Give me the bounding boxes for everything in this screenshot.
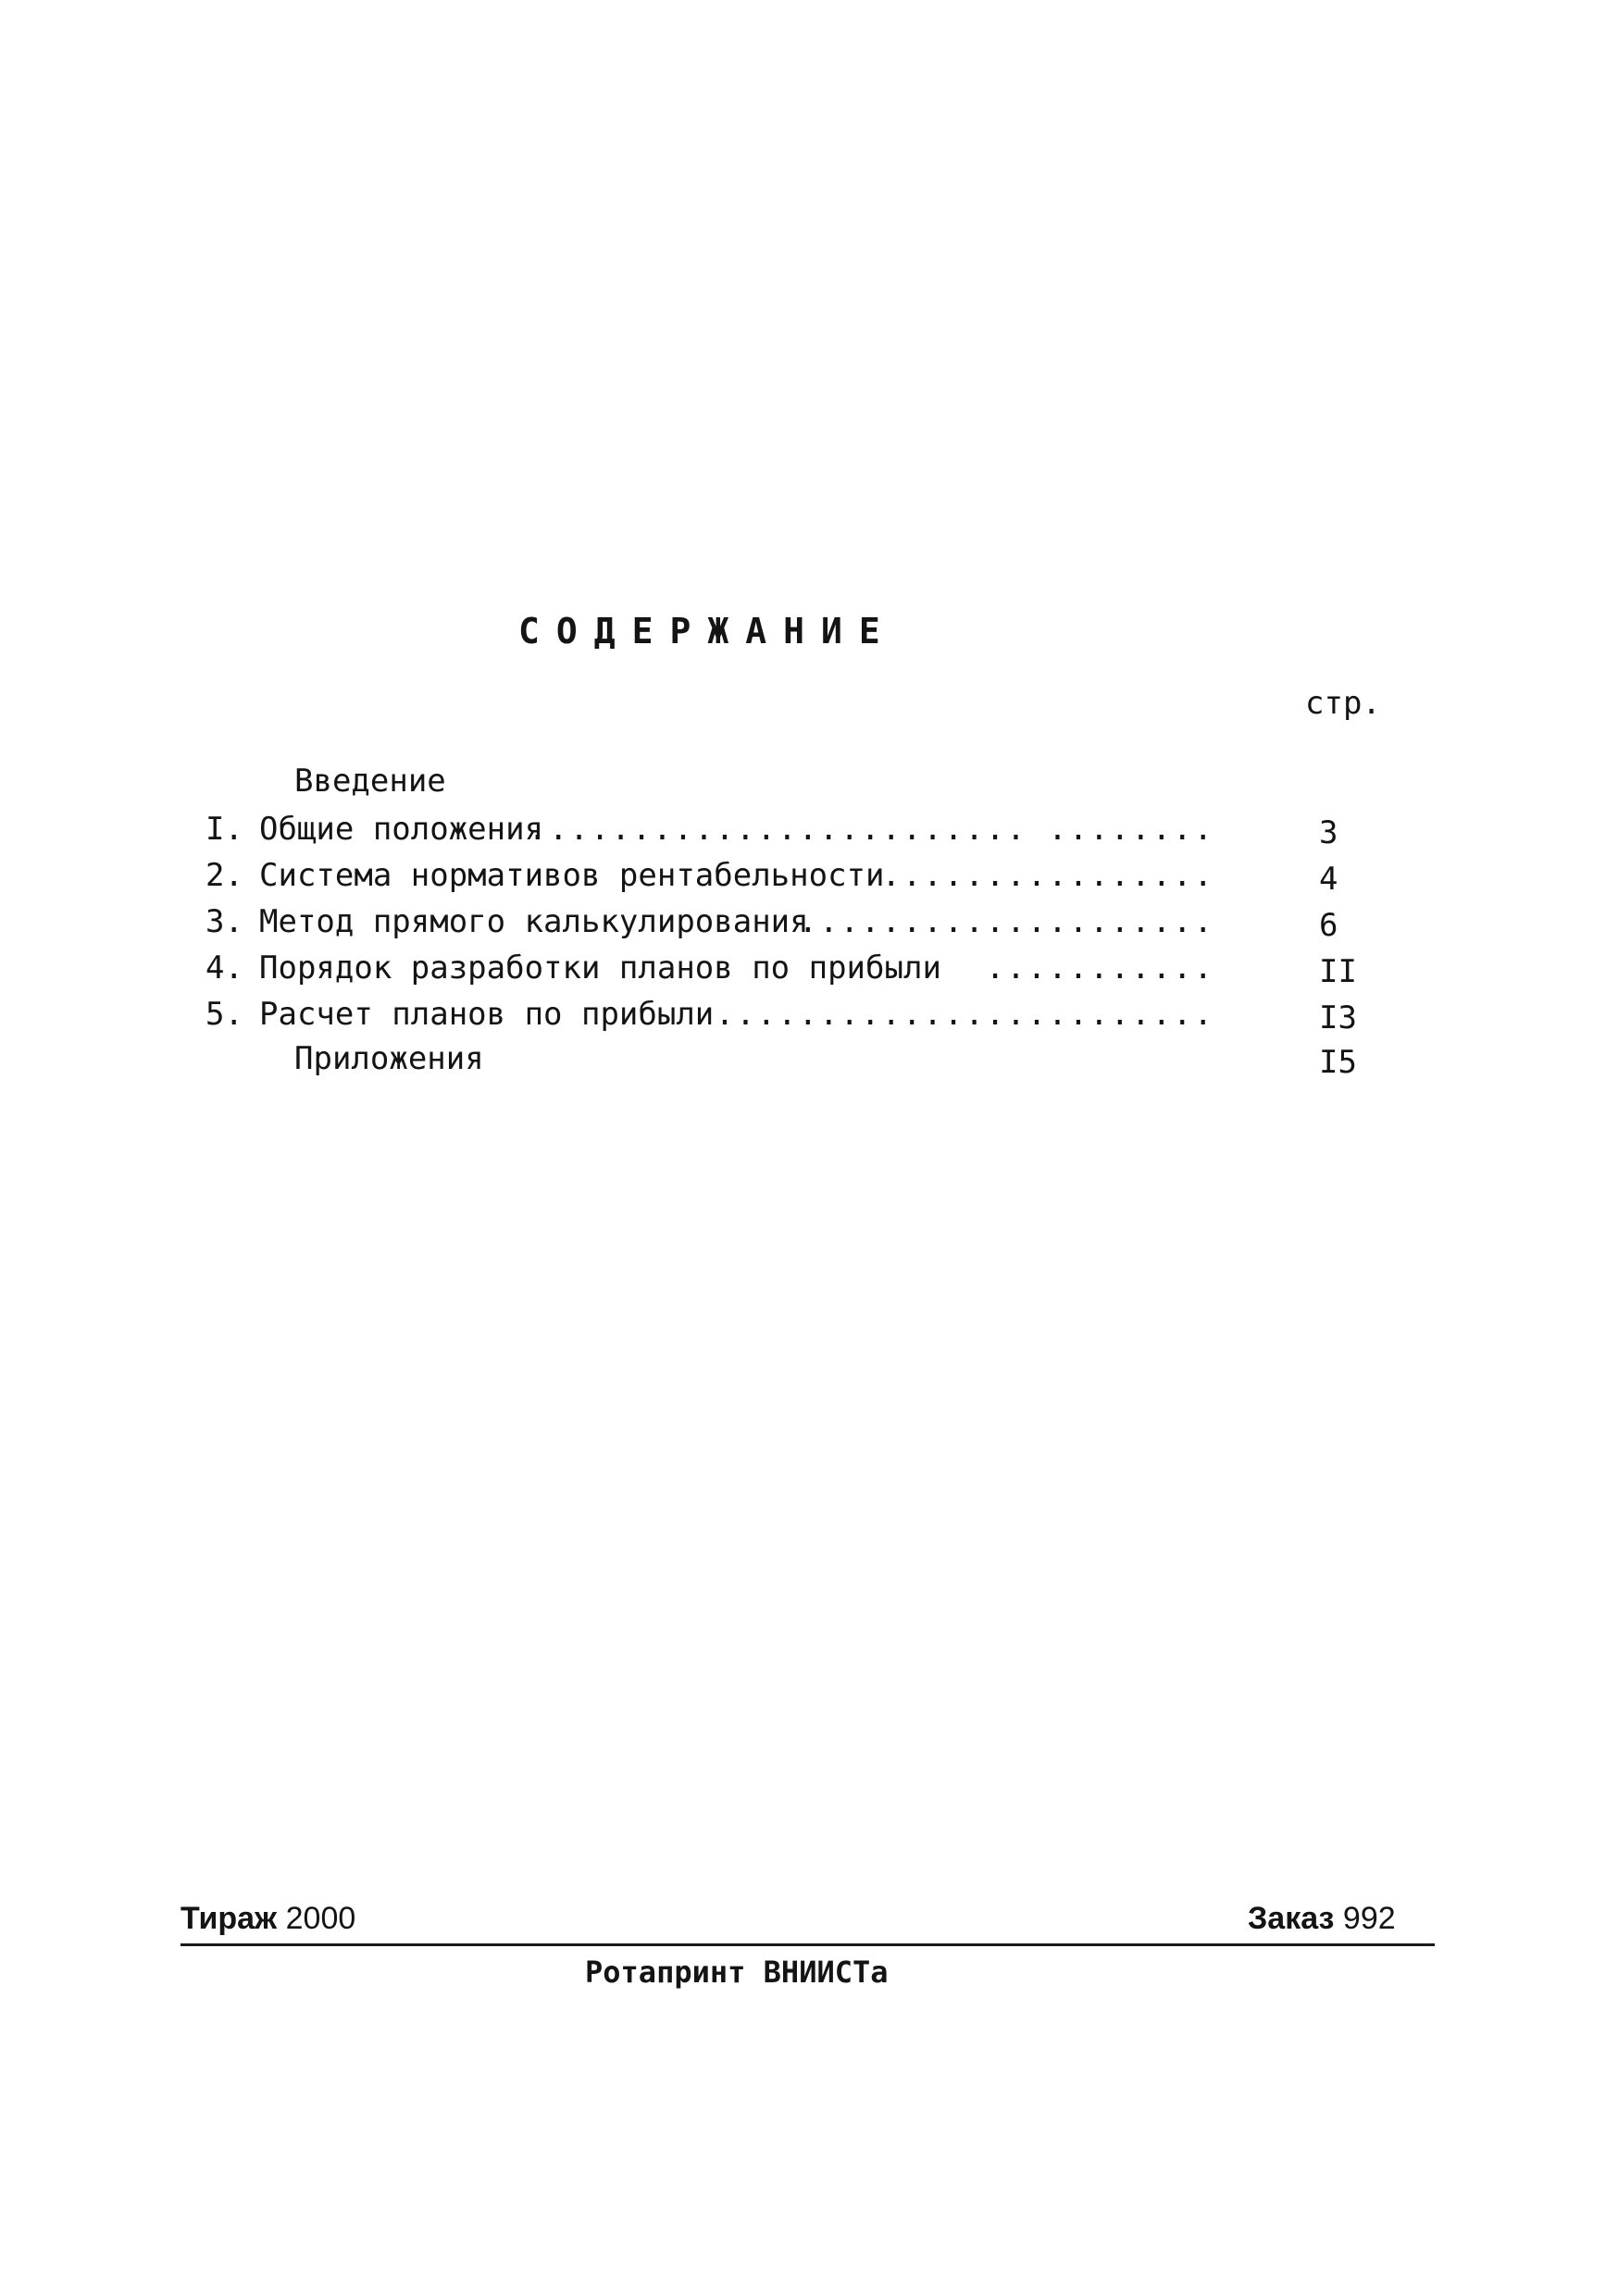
footer-order [1248,1901,1396,1937]
toc-entry-page: I5 [1319,1044,1357,1081]
toc-entry-norms[interactable] [0,857,1618,903]
footer-rule [180,1943,1435,1946]
circulation-value: 2000 [285,1901,356,1936]
toc-entry-number: 3. [205,903,243,940]
footer-circulation [180,1901,355,1937]
toc-entry-plan-calculation[interactable] [0,996,1618,1042]
page-title: СОДЕРЖАНИЕ [518,611,897,652]
toc-entry-label: Введение [294,763,446,800]
toc-entry-page: II [1319,953,1357,990]
toc-entry-label: Система нормативов рентабельности [259,857,885,894]
toc-entry-label: Общие положения [259,811,544,848]
toc-entry-page: 6 [1319,907,1338,944]
circulation-label: Тираж [180,1901,278,1936]
toc-entry-number: 2. [205,857,243,894]
toc-entry-introduction[interactable] [0,763,1618,809]
toc-entry-general[interactable] [0,811,1618,857]
toc-entry-leader: ........................ [715,996,1214,1033]
toc-entry-page: 4 [1319,861,1338,898]
page-column-label: стр. [1305,685,1381,722]
toc-entry-leader: .................... [798,903,1214,940]
toc-entry-number: 5. [205,996,243,1033]
toc-entry-page: 3 [1319,814,1338,851]
order-label: Заказ [1248,1901,1335,1936]
toc-entry-label: Расчет планов по прибыли [259,996,715,1033]
toc-entry-number: I. [205,811,243,848]
toc-entry-leader: ........... [985,949,1214,987]
toc-entry-leader: ................ [881,857,1214,894]
toc-entry-appendices[interactable] [0,1040,1618,1086]
toc-entry-label: Метод прямого калькулирования [259,903,809,940]
printer-imprint: Ротапринт ВНИИСТа [585,1955,889,1990]
order-value: 992 [1342,1901,1396,1936]
toc-entry-direct-costing[interactable] [0,903,1618,949]
toc-entry-plan-procedure[interactable] [0,949,1618,996]
toc-entry-label: Приложения [294,1040,484,1077]
toc-entry-page: I3 [1319,999,1357,1036]
toc-entry-number: 4. [205,949,243,987]
toc-entry-leader: ........................ ........ [528,811,1214,848]
toc-entry-label: Порядок разработки планов по прибыли [259,949,941,987]
